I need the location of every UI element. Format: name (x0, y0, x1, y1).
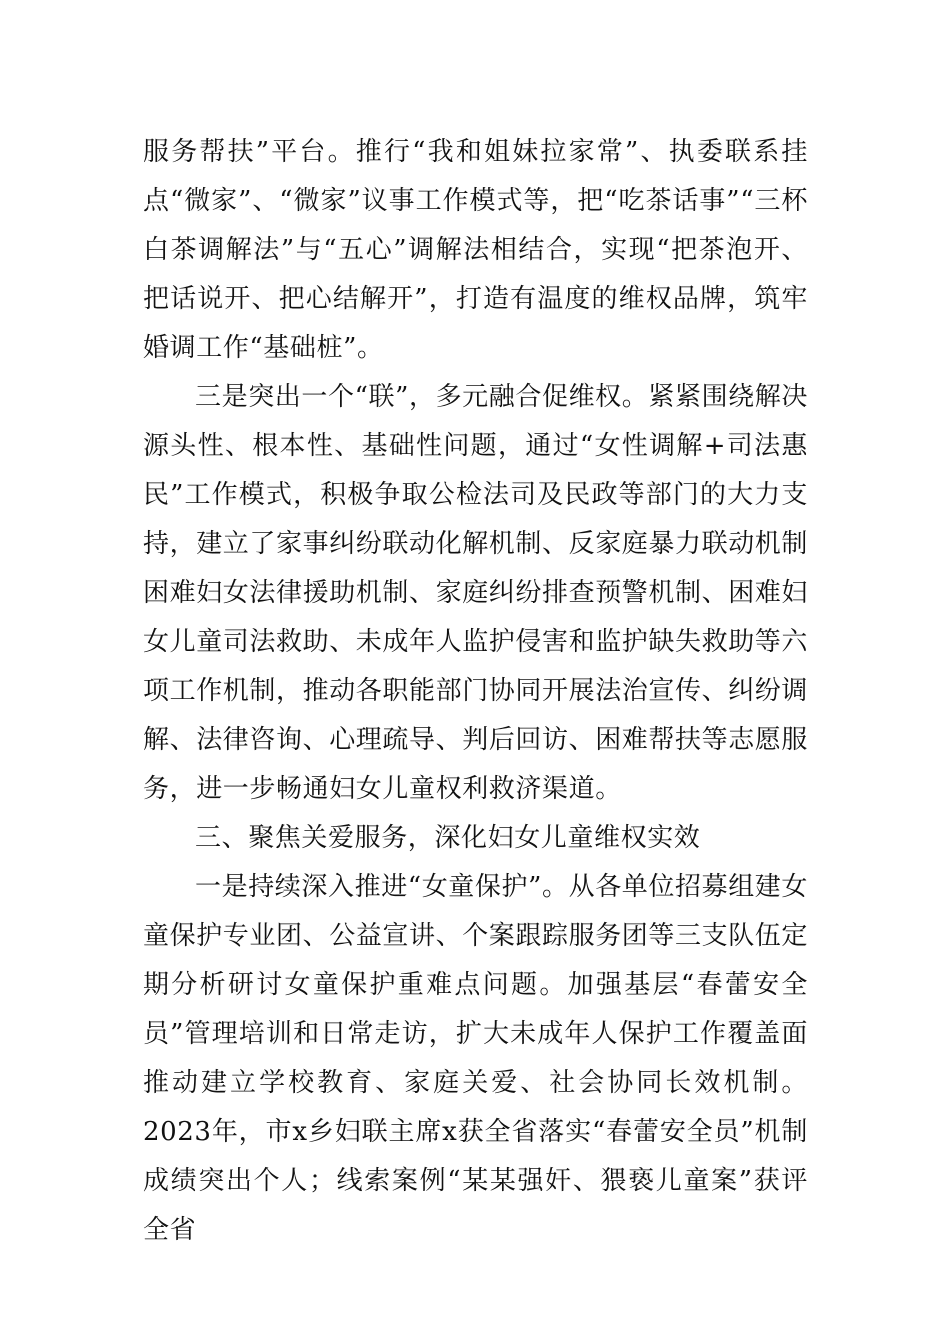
section-heading: 三、聚焦关爱服务，深化妇女儿童维权实效 (195, 823, 701, 853)
paragraph-girl-protection: 一是持续深入推进“女童保护”。从各单位招募组建女童保护专业团、公益宣讲、个案跟踪服务团等三支队伍定期分析研讨女童保护重难点问题。加强基层“春蕾安全员”管理培训和日常走访，扩大未成年人保护工作覆盖面推动建立学校教育、家庭关爱、社会协同长效机制。2023年，市x乡妇联主席x获全省落实“春蕾安全员”机制成绩突出个人；线索案例“某某强奸、猥亵儿童案”获评全省 (143, 872, 809, 1245)
paragraph-continuation: 服务帮扶”平台。推行“我和姐妹拉家常”、执委联系挂点“微家”、“微家”议事工作模式等，把“吃茶话事”“三杯白茶调解法”与“五心”调解法相结合，实现“把茶泡开、把话说开、把心结解开”，打造有温度的维权品牌，筑牢婚调工作“基础桩”。 (143, 137, 808, 363)
document-body (143, 128, 808, 1255)
paragraph-lian-mechanism: 三是突出一个“联”，多元融合促维权。紧紧围绕解决源头性、根本性、基础性问题，通过“女性调解+司法惠民”工作模式，积极争取公检法司及民政等部门的大力支持，建立了家事纠纷联动化解机制、反家庭暴力联动机制困难妇女法律援助机制、家庭纠纷排查预警机制、困难妇女儿童司法救助、未成年人监护侵害和监护缺失救助等六项工作机制，推动各职能部门协同开展法治宣传、纠纷调解、法律咨询、心理疏导、判后回访、困难帮扶等志愿服务，进一步畅通妇女儿童权利救济渠道。 (143, 382, 809, 804)
